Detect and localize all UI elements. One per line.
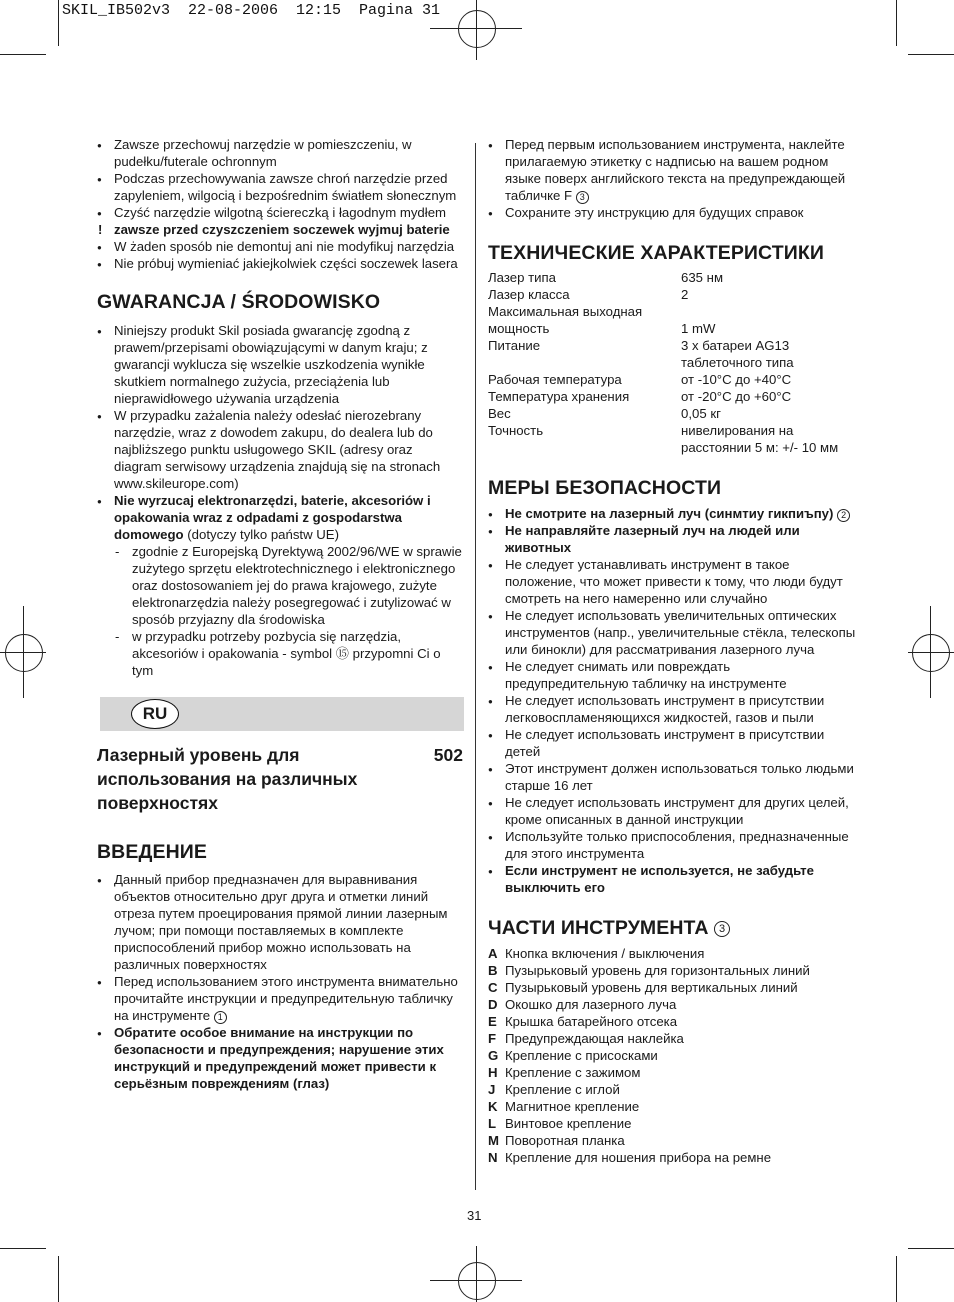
print-header: SKIL_IB502v3 22-08-2006 12:15 Pagina 31 [62,2,441,19]
sub-item: - zgodnie z Europejską Dyrektywą 2002/96/WE w sprawie zużytego sprzętu elektrotechnicznego i elektronicznego oraz dostosowaniem jej do prawa krajowego, zużyte elektronarzędzia należy posegregować i zutylizować w sposób przyjazny dla środowiska [114,543,463,628]
list-item: ● Podczas przechowywania zawsze chroń narzędzie przed zapyleniem, wilgocią i bezpośrednim światłem słonecznym [97,170,463,204]
list-item: K Магнитное крепление [488,1099,640,1114]
table-row: Питание 3 x батареи AG13 таблеточного типа [488,338,794,370]
list-item: H Крепление с зажимом [488,1065,641,1080]
disposal-sublist [114,543,463,679]
list-item: ● Не следует использовать инструмент в присутствии детей [488,726,856,760]
left-column [97,136,463,1092]
list-item: ● Перед использованием этого инструмента внимательно прочитайте инструкции и предупредительную табличку на инструменте 1 [97,973,463,1024]
list-item: N Крепление для ношения прибора на ремне [488,1150,772,1165]
list-item: ● Данный прибор предназначен для выравнивания объектов относительно друг друга и отметки линий отреза путем проецирования прямой линии лазерным лучом; при помощи поставляемых в комплекте приспособлений прибор можно использовать на различных поверхностях [97,871,463,973]
list-item: E Крышка батарейного отсека [488,1014,678,1029]
intro-list [97,871,463,1092]
model-header [97,743,463,815]
table-row: Максимальная выходная мощность 1 mW [488,304,716,336]
safety-heading: МЕРЫ БЕЗОПАСНОСТИ [488,477,722,499]
table-row: Точность нивелирования на расстоянии 5 м: +/- 10 мм [488,423,839,455]
list-item: F Предупреждающая наклейка [488,1031,684,1046]
list-item: ● Не направляйте лазерный луч на людей или животных [488,522,856,556]
warranty-heading: GWARANCJA / ŚRODOWISKO [97,291,381,313]
model-title: Лазерный уровень для использования на различных поверхностях [97,745,358,813]
disposal-bold-text: Nie wyrzucaj elektronarzędzi, baterie, akcesoriów i opakowania wraz z odpadami z gospodarstwa domowego [114,493,431,542]
language-badge: RU [131,699,179,729]
safety-list [488,505,856,896]
table-row: Рабочая температура от -10°C до +40°C [488,372,792,387]
list-item: ● Не следует использовать инструмент для других целей, кроме описанных в данной инструкции [488,794,856,828]
model-number: 502 [433,745,463,765]
page-number: 31 [467,1208,482,1223]
crop-mark [58,1256,59,1302]
crop-mark [0,1248,46,1249]
list-item: ● Не смотрите на лазерный луч (синмтиу гикпиъпу) 2 [488,505,856,522]
list-item: ● Niniejszy produkt Skil posiada gwarancję zgodną z prawem/przepisami obowiązującymi w danym kraju; z gwarancji wyklucza się wszelkie uszkodzenia wynikłe skutkiem normalnego zużycia, przeciążenia lub nieprawidłowego używania urządzenia [97,322,463,407]
pre-use-list [488,136,856,221]
list-item: ● Сохраните эту инструкцию для будущих справок [488,204,856,221]
list-item: ● Обратите особое внимание на инструкции по безопасности и предупреждения; нарушение этих инструкций и предупреждений может привести к серьёзным повреждениям (глаз) [97,1024,463,1092]
crop-mark [896,0,897,46]
parts-list [488,945,856,1166]
list-item: ● Не следует использовать инструмент в присутствии легковоспламеняющихся жидкостей, газов и пыли [488,692,856,726]
list-item: ● W przypadku zażalenia należy odesłać nierozebrany narzędzie, wraz z dowodem zakupu, do dealera lub do najbliższego punktu usługowego SKIL (adresy oraz diagram serwisowy urządzenia znajdują się na stronach www.skileurope.com) [97,407,463,492]
list-item [97,492,463,679]
waste-bin-symbol: ⑮ [335,646,349,661]
list-item: ● Не следует устанавливать инструмент в такое положение, что может привести к тому, что люди будут смотреть на него намеренно или случайно [488,556,856,607]
figure-ref: 3 [576,191,589,204]
intro-heading: ВВЕДЕНИЕ [97,841,207,863]
crop-mark [908,54,954,55]
list-item: ● W żaden sposób nie demontuj ani nie modyfikuj narzędzia [97,238,463,255]
crop-mark [0,54,46,55]
warning-item: ! zawsze przed czyszczeniem soczewek wyjmuj baterie [97,221,463,238]
list-item: ● Если инструмент не используется, не забудьте выключить его [488,862,856,896]
sub-item: - w przypadku potrzeby pozbycia się narzędzia, akcesoriów i opakowania - symbol ⑮ przypomni Ci o tym [114,628,463,679]
table-row: Температура хранения от -20°C до +60°C [488,389,792,404]
list-item: G Крепление с присосками [488,1048,658,1063]
list-item: ● Этот инструмент должен использоваться только людьми старше 16 лет [488,760,856,794]
disposal-note: (dotyczy tylko państw UE) [183,527,339,542]
crop-mark [908,1248,954,1249]
crop-mark [896,1256,897,1302]
spec-heading: ТЕХНИЧЕСКИЕ ХАРАКТЕРИСТИКИ [488,242,824,264]
list-item: ● Используйте только приспособления, предназначенные для этого инструмента [488,828,856,862]
list-item: A Кнопка включения / выключения [488,946,705,961]
care-list [97,136,463,272]
list-item: ● Не следует использовать увеличительных оптических инструментов (напр., увеличительные стёкла, телескопы или бинокли) для рассматривания лазерного луча [488,607,856,658]
list-item: ● Zawsze przechowuj narzędzie w pomieszczeniu, w pudełku/futerale ochronnym [97,136,463,170]
figure-ref: 1 [214,1011,227,1024]
list-item: D Окошко для лазерного луча [488,997,677,1012]
list-item: ● Nie próbuj wymieniać jakiejkolwiek części soczewek lasera [97,255,463,272]
parts-heading: ЧАСТИ ИНСТРУМЕНТА 3 [488,916,856,940]
spec-table [488,269,856,456]
crop-mark [58,0,59,46]
table-row: Лазер класса 2 [488,287,689,302]
list-item: J Крепление с иглой [488,1082,620,1097]
list-item: ● Не следует снимать или повреждать предупредительную табличку на инструменте [488,658,856,692]
figure-ref: 3 [714,921,730,937]
right-column [488,136,856,1166]
list-item: ● Czyść narzędzie wilgotną ściereczką i łagodnym mydłem [97,204,463,221]
list-item: B Пузырьковый уровень для горизонтальных линий [488,963,810,978]
table-row: Вес 0,05 кг [488,406,721,421]
list-item: C Пузырьковый уровень для вертикальных линий [488,980,798,995]
column-divider [475,143,476,1190]
table-row: Лазер типа 635 нм [488,270,724,285]
language-band [100,697,464,731]
list-item: L Винтовое крепление [488,1116,632,1131]
list-item: M Поворотная планка [488,1133,625,1148]
list-item: ● Перед первым использованием инструмента, наклейте прилагаемую этикетку с надписью на вашем родном языке поверх английского текста на предупреждающей табличке F 3 [488,136,856,204]
figure-ref: 2 [837,509,850,522]
warranty-list [97,322,463,679]
